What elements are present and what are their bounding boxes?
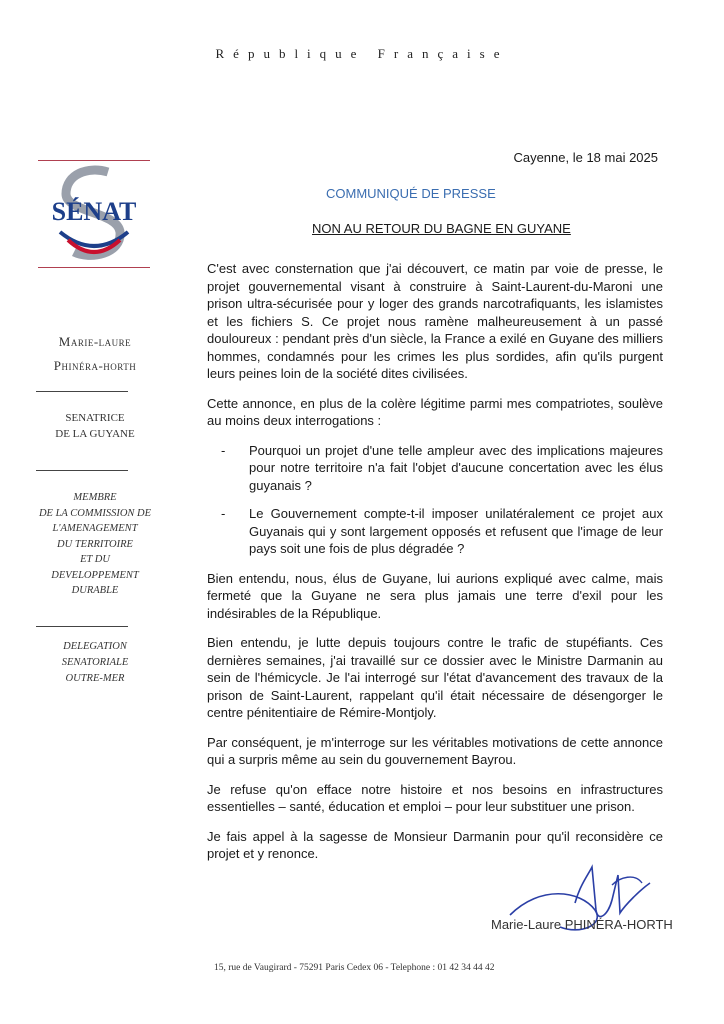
logo-bottom-rule [38,267,150,268]
senator-last-name: Phinéra-horth [53,358,137,373]
senator-first-name: Marie-laure [58,334,132,349]
body-paragraph: Je fais appel à la sagesse de Monsieur Darmanin pour qu'il reconsidère ce projet et y renonce. [207,828,663,861]
commission-line: DEVELOPPEMENT [51,569,139,581]
republique-francaise-header: République Française [215,46,509,61]
role-line: SENATRICE [65,412,125,424]
signatory-name: Marie-Laure PHINÉRA-HORTH [491,917,673,932]
body-paragraph: Bien entendu, je lutte depuis toujours contre le trafic de stupéfiants. Ces dernières semaines, j'ai travaillé sur ce dossier avec le Ministre Darmanin au sein de l'hémicycle. Je l'ai interrogé sur l'état d'avancement des travaux de la prison de Saint-Laurent, rappelant qu'il était nécessaire de désengorger le centre pénitentiaire de Rémire-Montjoly. [207,635,663,720]
document-title: NON AU RETOUR DU BAGNE EN GUYANE [312,221,571,236]
delegation-line: SENATORIALE [61,657,129,668]
delegation-line: DELEGATION [63,641,127,652]
body-paragraph: Bien entendu, nous, élus de Guyane, lui aurions expliqué avec calme, mais fermeté que la Guyane ne sera plus jamais une terre d'exil pour les indésirables de la République. [207,570,663,621]
sidebar-divider [36,391,128,392]
sidebar-divider [36,626,128,627]
commission-line: L'AMENAGEMENT [52,523,138,534]
role-line: DE LA GUYANE [55,428,135,440]
body-paragraph: Par conséquent, je m'interroge sur les véritables motivations de cette annonce qui a surpris même au sein du gouvernement Bayrou. [207,734,663,767]
commission-line: DURABLE [71,585,119,596]
delegation [30,639,160,687]
commission-line: ET DU [80,554,110,565]
senat-logo-text: SÉNAT [51,197,137,226]
sidebar-divider [36,470,128,471]
body-paragraph: Cette annonce, en plus de la colère légitime parmi mes compatriotes, soulève au moins deux interrogations : [207,395,663,428]
body-paragraph: Je refuse qu'on efface notre histoire et nos besoins en infrastructures essentielles – santé, éducation et emploi – pour leur substituer une prison. [207,781,663,814]
question-item: - Pourquoi un projet d'une telle ampleur avec des implications majeures pour notre territoire n'a fait l'objet d'aucune concertation avec les élus guyanais ? [207,442,663,495]
logo-top-rule [38,160,150,161]
commission-line: DE LA COMMISSION DE [38,507,152,519]
senat-logo [38,164,150,264]
communique-heading: COMMUNIQUÉ DE PRESSE [326,186,496,201]
address-footer: 15, rue de Vaugirard - 75291 Paris Cedex 06 - Telephone : 01 42 34 44 42 [214,963,495,973]
delegation-line: OUTRE-MER [65,673,125,684]
press-release-body [207,260,663,875]
document-date: Cayenne, le 18 mai 2025 [513,150,658,165]
question-item: - Le Gouvernement compte-t-il imposer unilatéralement ce projet aux Guyanais qui y sont largement opposés et refusent que l'image de leur pays soit une fois de plus dégradée ? [207,505,663,558]
questions-list [207,442,663,558]
senator-name [30,330,160,378]
commission-membership [30,490,160,599]
commission-line: DU TERRITOIRE [57,538,133,550]
senator-role [30,410,160,442]
body-paragraph: C'est avec consternation que j'ai découvert, ce matin par voie de presse, le projet gouvernemental visant à construire à Saint-Laurent-du-Maroni une prison ultra-sécurisée pour y loger des grands narcotrafiquants, les islamistes et les fichiers S. Ce projet nous ramène malheureusement à un passé douloureux : pendant près d'un siècle, la France a exilé en Guyane des milliers hommes, condamnés pour les crimes les plus sordides, afin qu'ils purgent leurs peines loin de la société dites civilisées. [207,261,663,381]
commission-line: MEMBRE [73,492,117,503]
